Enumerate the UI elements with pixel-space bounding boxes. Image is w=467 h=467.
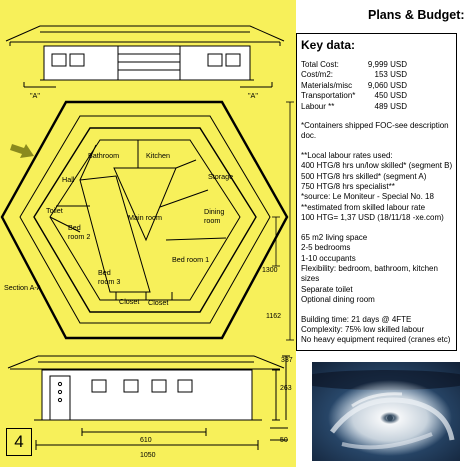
cost-label: Total Cost: [301, 60, 339, 69]
key-data-box [296, 33, 457, 351]
room-dining-label-1: Dining [204, 207, 225, 216]
cost-row [301, 102, 453, 112]
build-note: Complexity: 75% low skilled labour [301, 324, 425, 334]
room-closet-left-label: Closet [119, 297, 140, 306]
cost-row [301, 60, 453, 70]
room-toilet-label: Toilet [46, 206, 63, 215]
cost-label: Cost/m2: [301, 70, 334, 80]
hurricane-satellite-image [312, 362, 460, 461]
space-note: Flexibility: bedroom, bathroom, kitchen sizes [301, 263, 438, 284]
room-bedroom3-label-2: room 3 [98, 277, 121, 286]
space-note: 1-10 occupants [301, 253, 356, 263]
labour-note: **Local labour rates used: [301, 150, 393, 160]
room-bedroom3-label-1: Bed [98, 268, 111, 277]
cost-value: 450 USD [374, 91, 407, 101]
bottom-elevation [8, 356, 290, 450]
page-number: 4 [6, 428, 32, 456]
dimension-337: 337 [281, 357, 293, 364]
dimension-1050: 1050 [140, 452, 156, 459]
cost-value: 9,999 USD [367, 60, 407, 69]
cost-label: Labour ** [301, 101, 335, 111]
labour-note: 500 HTG/8 hrs skilled* (segment A) [301, 171, 427, 181]
room-bathroom-label: Bathroom [88, 151, 120, 160]
cost-row [301, 91, 453, 101]
room-storage-label: Storage [208, 172, 234, 181]
room-kitchen-label: Kitchen [146, 151, 170, 160]
arrow-icon [10, 144, 34, 158]
room-bedroom2-label-2: room 2 [68, 232, 91, 241]
cost-row [301, 81, 453, 91]
cost-label: Transportation* [301, 91, 356, 101]
top-elevation [6, 26, 284, 87]
labour-note: 750 HTG/8 hrs specialist** [301, 182, 395, 192]
room-bedroom1-label: Bed room 1 [172, 255, 210, 264]
section-marker-right: "A" [248, 91, 258, 100]
section-a-a-label: Section A-A [4, 283, 42, 292]
cost-value: 489 USD [374, 101, 407, 111]
dimension-50: 50 [280, 437, 288, 444]
cost-row [301, 70, 453, 80]
labour-note: 400 HTG/8 hrs un/low skilled* (segment B) [301, 161, 453, 171]
dimension-1162: 1162 [266, 313, 282, 320]
room-dining-label-2: room [204, 216, 221, 225]
build-note: Building time: 21 days @ 4FTE [301, 314, 412, 324]
dimension-610: 610 [140, 437, 152, 444]
dimension-263: 263 [280, 385, 292, 392]
room-bedroom2-label-1: Bed [68, 223, 81, 232]
cost-value: 9,060 USD [367, 80, 407, 90]
dimension-1300: 1300 [262, 267, 278, 274]
containers-note: *Containers shipped FOC-see description doc. [301, 121, 449, 141]
space-note: Separate toilet [301, 284, 353, 294]
section-marker-left: "A" [30, 91, 40, 100]
key-data-heading: Key data: [301, 38, 356, 52]
labour-note: **estimated from skilled labour rate [301, 202, 426, 212]
room-hall-label: Hall [62, 175, 75, 184]
plan-dimension-lines [272, 102, 294, 340]
space-note: 2-5 bedrooms [301, 243, 351, 253]
cost-value: 153 USD [374, 70, 407, 80]
room-main-label: Main room [128, 213, 162, 222]
panel-title: Plans & Budget: [368, 8, 465, 22]
labour-note: 100 HTG= 1,37 USD (18/11/18 -xe.com) [301, 213, 444, 223]
space-note: Optional dining room [301, 295, 375, 305]
room-closet-right-label: Closet [148, 298, 169, 307]
labour-note: *source: Le Moniteur - Special No. 18 [301, 192, 434, 202]
cost-label: Materials/misc [301, 80, 353, 90]
build-note: No heavy equipment required (cranes etc) [301, 335, 451, 345]
space-note: 65 m2 living space [301, 232, 368, 242]
